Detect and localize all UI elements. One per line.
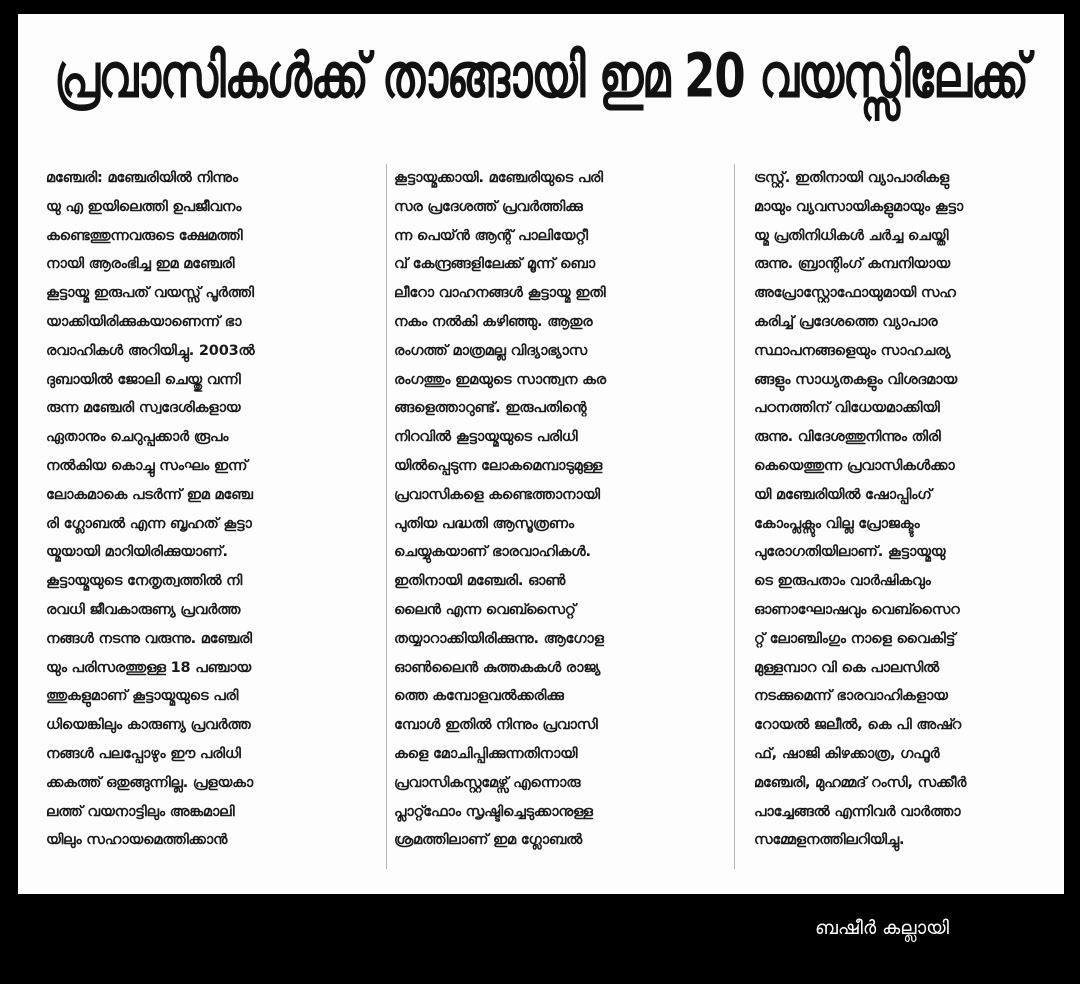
article-line: യിൽപ്പെടുന്ന ലോകമെമ്പാടുമുള്ള — [394, 457, 603, 474]
article-line: ടെ ഇരുപതാം വാർഷികവും — [754, 573, 931, 590]
article-line: യു എ ഇയിലെത്തി ഉപജീവനം — [46, 198, 242, 215]
article-line: മ്പോൾ ഇതിൽ നിന്നും പ്രവാസി — [394, 717, 598, 734]
article-line: കൂട്ടായ്മയുടെ നേതൃത്വത്തിൽ നി — [46, 573, 243, 590]
article-line: പാച്ചേങ്ങൽ എന്നിവർ വാർത്താ — [754, 803, 961, 820]
article-line: ധിയെങ്കിലും കാരുണ്യ പ്രവർത്ത — [46, 717, 251, 734]
article-line: പ്രവാസികസ്റ്റമേഴ്സ് എന്നൊരു — [394, 774, 581, 791]
article-line: പുതിയ പദ്ധതി ആസൂത്രണം — [394, 515, 574, 532]
article-line: യി മഞ്ചേരിയിൽ ഷോപ്പിംഗ് — [754, 486, 932, 503]
article-line: ത്തുകളുമാണ് കൂട്ടായ്മയുടെ പരി — [46, 688, 239, 705]
article-line: അപ്രോസ്റ്റോഫോയുമായി സഹ — [754, 285, 956, 302]
article-line: രുന്ന മഞ്ചേരി സ്വദേശികളായ — [46, 400, 241, 417]
article-line: മുള്ളമ്പാറ വി കെ പാലസിൽ — [754, 659, 939, 676]
article-line: സ്ഥാപനങ്ങളെയും സാഹചര്യ — [754, 342, 951, 359]
article-line: രംഗത്തും ഇമയുടെ സാന്ത്വന കര — [394, 371, 606, 388]
article-line: ഇതിനായി മഞ്ചേരി. ഓൺ — [394, 573, 566, 590]
article-line: റ്റ് ലോഞ്ചിംഗും നാളെ വൈകിട്ട് — [754, 630, 956, 647]
article-line: നിറവിൽ കൂട്ടായ്മയുടെ പരിധി — [394, 429, 578, 446]
article-line: ങ്ങളും സാധ്യതകളും വിശദമായ — [754, 371, 958, 388]
article-line: മഞ്ചേരി: മഞ്ചേരിയിൽ നിന്നും — [46, 170, 238, 186]
newspaper-clipping — [18, 14, 1064, 894]
article-line: രംഗത്ത് മാത്രമല്ല വിദ്യാഭ്യാസ — [394, 342, 587, 359]
column-divider — [386, 164, 387, 869]
article-line: രുന്നു. വിദേശത്തുനിന്നും തിരി — [754, 429, 941, 446]
article-line: പുരോഗതിയിലാണ്. കൂട്ടായ്മയു — [754, 544, 946, 561]
headline-block — [18, 26, 1064, 126]
article-line: പ്രവാസികളെ കണ്ടെത്താനായി — [394, 486, 600, 503]
article-line: ഏതാനും ചെറുപ്പക്കാർ രൂപം — [46, 429, 229, 446]
article-line: ലോകമാകെ പടർന്ന് ഇമ മഞ്ചേ — [46, 486, 253, 503]
article-line: ത്തെ കമ്പോളവൽക്കരിക്കു — [394, 688, 564, 705]
headline: പ്രവാസികൾക്ക് താങ്ങായി ഇമ 20 വയസ്സിലേക്ക് — [54, 39, 1028, 112]
article-line: നങ്ങൾ നടന്നു വരുന്നു. മഞ്ചേരി — [46, 630, 252, 647]
article-line: നങ്ങൾ പലപ്പോഴും ഈ പരിധി — [46, 745, 241, 762]
article-line: ലത്ത് വയനാട്ടിലും അങ്കമാലി — [46, 803, 235, 820]
article-line: രുന്നു. ബ്രാന്റിംഗ് കമ്പനിയായ — [754, 256, 950, 273]
article-line: തയ്യാറാക്കിയിരിക്കുന്നു. ആഗോള — [394, 630, 604, 647]
article-line: യും പരിസരത്തുള്ള 18 പഞ്ചായ — [46, 659, 252, 676]
article-line: കളെ മോചിപ്പിക്കുന്നതിനായി — [394, 745, 578, 762]
article-column-3 — [754, 164, 1058, 855]
photo-credit: ബഷീർ കല്ലായി — [815, 917, 949, 939]
article-line: ചെയ്യുകയാണ് ഭാരവാഹികൾ. — [394, 544, 591, 561]
article-line: രവാഹികൾ അറിയിച്ചു. 2003ൽ — [46, 342, 255, 359]
article-line: ഓൺലൈൻ കുത്തകകൾ രാജ്യ — [394, 659, 601, 676]
article-line: ങ്ങളെത്താറുണ്ട്. ഇരുപതിന്റെ — [394, 400, 587, 417]
article-line: യ്മയായി മാറിയിരിക്കുയാണ്. — [46, 544, 228, 561]
article-line: ക്കകത്ത് ഒതുങ്ങുന്നില്ല. പ്രളയകാ — [46, 774, 254, 791]
article-line: ഓണാഘോഷവും വെബ്സൈറ — [754, 601, 960, 618]
article-line: നായി ആരംഭിച്ച ഇമ മഞ്ചേരി — [46, 256, 235, 273]
article-line: നൽകിയ കൊച്ചു സംഘം ഇന്ന് — [46, 457, 248, 474]
article-column-1 — [46, 164, 376, 855]
article-line: മഞ്ചേരി, മുഹമ്മദ് റംസി, സക്കീർ — [754, 774, 967, 791]
article-column-2 — [394, 164, 722, 855]
article-line: ലീറോ വാഹനങ്ങൾ കൂട്ടായ്മ ഇതി — [394, 285, 606, 302]
article-line: ഫ്, ഷാജി കിഴക്കാത്ര, ഗഫൂർ — [754, 745, 940, 762]
article-line: ശ്രമത്തിലാണ് ഇമ ഗ്ലോബൽ — [394, 832, 583, 849]
article-line: പഠനത്തിന് വിധേയമാക്കിയി — [754, 400, 940, 417]
article-line: യിലും സഹായമെത്തിക്കാൻ — [46, 832, 228, 849]
article-line: ദുബായിൽ ജോലി ചെയ്തു വന്നി — [46, 371, 241, 388]
article-line: സമ്മേളനത്തിലറിയിച്ചു. — [754, 832, 905, 849]
article-line: കൂട്ടായ്മക്കായി. മഞ്ചേരിയുടെ പരി — [394, 170, 603, 186]
article-line: നടക്കുമെന്ന് ഭാരവാഹികളായ — [754, 688, 948, 705]
column-divider — [734, 164, 735, 869]
article-line: ലൈൻ എന്ന വെബ്സൈറ്റ് — [394, 601, 576, 618]
article-line: വ് കേന്ദ്രങ്ങളിലേക്ക് മൂന്ന് ബൊ — [394, 256, 595, 273]
article-line: കെയെത്തുന്ന പ്രവാസികൾക്കാ — [754, 457, 955, 474]
article-line: ന്ന പെയ്ൻ ആന്റ് പാലിയേറ്റീ — [394, 227, 588, 244]
article-line: യാക്കിയിരിക്കുകയാണെന്ന് ഭാ — [46, 313, 242, 330]
article-line: സര പ്രദേശത്ത് പ്രവർത്തിക്കു — [394, 198, 583, 215]
article-line: മായും വ്യവസായികളുമായും കൂട്ടാ — [754, 198, 964, 215]
article-line: നകം നൽകി കഴിഞ്ഞു. ആതുര — [394, 313, 593, 330]
article-line: രവധി ജീവകാരുണ്യ പ്രവർത്ത — [46, 601, 241, 618]
article-line: പ്ലാറ്റ്ഫോം സൃഷ്ടിച്ചെടുക്കാനുള്ള — [394, 803, 593, 820]
article-line: ട്രസ്റ്റ്. ഇതിനായി വ്യാപാരികളു — [754, 170, 950, 186]
article-line: കൂട്ടായ്മ ഇരുപത് വയസ്സ് പൂർത്തി — [46, 285, 254, 302]
article-line: കോംപ്ലക്സും വില്ല പ്രോജക്ടും — [754, 515, 920, 532]
article-line: കണ്ടെത്തുന്നവരുടെ ക്ഷേമത്തി — [46, 227, 243, 244]
article-line: റോയൽ ജലീൽ, കെ പി അഷ്റ — [754, 717, 962, 734]
article-line: കരിച്ച് പ്രദേശത്തെ വ്യാപാര — [754, 313, 938, 330]
article-line: രി ഗ്ലോബൽ എന്ന ബൃഹത് കൂട്ടാ — [46, 515, 252, 532]
article-line: യ്മ പ്രതിനിധികൾ ചർച്ച ചെയ്തി — [754, 227, 949, 244]
